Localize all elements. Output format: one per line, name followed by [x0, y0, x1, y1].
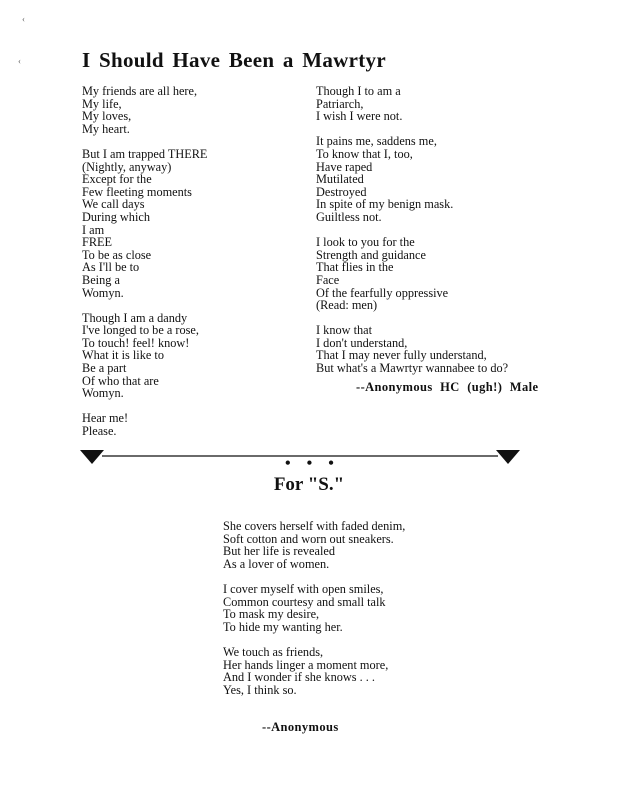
poem-line: But her life is revealed: [223, 544, 335, 559]
margin-mark: ‹: [18, 56, 21, 66]
poem-line: Except for the: [82, 172, 152, 187]
poem-line: I cover myself with open smiles,: [223, 581, 384, 596]
poem-line: Hear me!: [82, 411, 129, 426]
poem1-title: I Should Have Been a Mawrtyr: [82, 48, 386, 72]
poem-line: What it is like to: [82, 348, 164, 363]
poem-line: I am: [82, 222, 105, 237]
poem-line: Of the fearfully oppressive: [316, 285, 449, 300]
poem-line: (Read: men): [316, 298, 378, 313]
poem1-signature: --Anonymous HC (ugh!) Male: [356, 380, 539, 394]
poem-line: As I'll be to: [82, 260, 140, 275]
stanza: [82, 312, 207, 400]
poem-line: My life,: [82, 96, 122, 111]
poem-line: Few fleeting moments: [82, 184, 192, 199]
poem2-title: For "S.": [273, 474, 345, 495]
poem-line: I've longed to be a rose,: [82, 323, 199, 338]
poem-line: I look to you for the: [316, 235, 415, 250]
poem-line: My loves,: [82, 109, 132, 124]
stanza: [316, 324, 508, 374]
triangle-right-icon: [496, 450, 520, 464]
poem-line: I wish I were not.: [316, 109, 403, 124]
poem2-signature: --Anonymous: [262, 720, 339, 734]
poem-line: As a lover of women.: [223, 556, 330, 571]
poem-line: Womyn.: [82, 285, 124, 300]
poem-line: Guiltless not.: [316, 209, 382, 224]
poem-line: To mask my desire,: [223, 607, 320, 622]
poem-line: That I may never fully understand,: [316, 348, 487, 363]
separator-dots: • • •: [285, 455, 340, 472]
poem-line: (Nightly, anyway): [82, 159, 172, 174]
poem-line: Though I am a dandy: [82, 310, 188, 325]
poem-line: Womyn.: [82, 386, 124, 401]
poem-line: Please.: [82, 424, 117, 439]
margin-mark: ‹: [22, 14, 25, 24]
poem-line: But what's a Mawrtyr wannabee to do?: [316, 361, 509, 376]
poem-line: Face: [316, 272, 340, 287]
poem-line: Strength and guidance: [316, 247, 426, 262]
poem-line: She covers herself with faded denim,: [223, 519, 406, 533]
poem-line: I know that: [316, 323, 373, 338]
poem-line: I don't understand,: [316, 335, 408, 350]
poem-line: To know that I, too,: [316, 146, 413, 161]
stanza: [82, 148, 207, 299]
poem2-body: [223, 520, 405, 709]
poem-line: Be a part: [82, 361, 127, 376]
stanza: [316, 135, 508, 223]
poem-line: Of who that are: [82, 373, 159, 388]
poem-line: It pains me, saddens me,: [316, 134, 437, 149]
poem-line: Soft cotton and worn out sneakers.: [223, 531, 394, 546]
stanza: [223, 520, 405, 570]
poem-line: In spite of my benign mask.: [316, 197, 454, 212]
poem1-right-column: [316, 85, 508, 387]
poem-line: FREE: [82, 235, 113, 250]
poem-line: During which: [82, 209, 150, 224]
stanza: [223, 583, 405, 633]
poem-line: Destroyed: [316, 184, 367, 199]
poem-line: But I am trapped THERE: [82, 146, 208, 161]
poem-line: To be as close: [82, 247, 152, 262]
stanza: [316, 236, 508, 312]
poem-line: Patriarch,: [316, 96, 364, 111]
poem-line: And I wonder if she knows . . .: [223, 670, 375, 685]
stanza: [82, 412, 207, 437]
poem-line: Mutilated: [316, 172, 364, 187]
poem-line: To touch! feel! know!: [82, 335, 190, 350]
poem-line: We call days: [82, 197, 145, 212]
poem-line: We touch as friends,: [223, 644, 324, 659]
poem-line: Have raped: [316, 159, 373, 174]
poem1-left-column: [82, 85, 207, 450]
stanza: [316, 85, 508, 123]
poem-line: Being a: [82, 272, 120, 287]
poem-line: Yes, I think so.: [223, 682, 297, 697]
poem-line: Common courtesy and small talk: [223, 594, 386, 609]
poem-line: My friends are all here,: [82, 84, 198, 98]
poem-line: My heart.: [82, 121, 130, 136]
stanza: [223, 646, 405, 696]
poem-line: Though I to am a: [316, 84, 401, 98]
poem-line: To hide my wanting her.: [223, 619, 343, 634]
poem-line: That flies in the: [316, 260, 394, 275]
poem-line: Her hands linger a moment more,: [223, 657, 389, 672]
stanza: [82, 85, 207, 135]
triangle-left-icon: [80, 450, 104, 464]
